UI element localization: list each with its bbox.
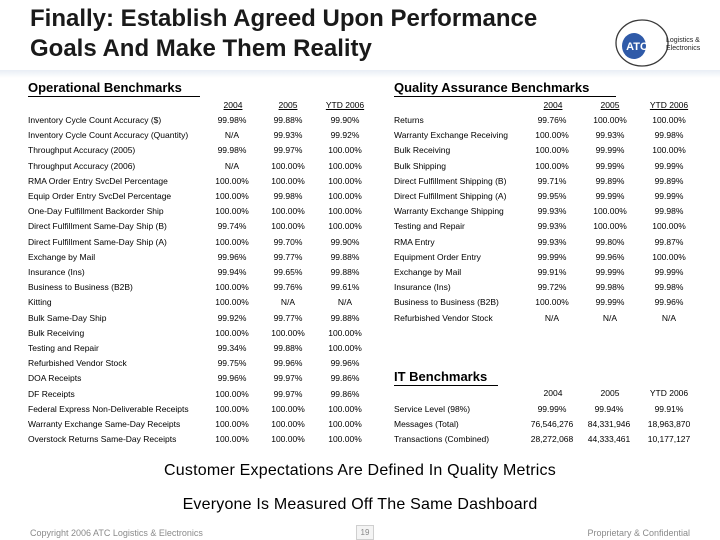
quality-row-label: Exchange by Mail <box>394 267 462 277</box>
operational-row-value: 100.00% <box>271 221 305 232</box>
operational-row-value: 100.00% <box>215 388 249 399</box>
quality-row-value: 99.96% <box>595 251 625 262</box>
it-row <box>394 432 700 447</box>
operational-row-value: 99.98% <box>217 115 247 125</box>
operational-row-value: 99.88% <box>330 267 360 277</box>
quality-row <box>394 280 698 295</box>
operational-row-value: 99.96% <box>217 373 247 384</box>
operational-row-value: 100.00% <box>215 327 249 338</box>
atc-logo <box>612 12 712 72</box>
message-line-1: Customer Expectations Are Defined In Quality Metrics <box>164 462 556 479</box>
it-row-value: 99.99% <box>537 404 567 414</box>
quality-row-value: 99.87% <box>654 236 684 247</box>
operational-row-value: N/A <box>337 297 353 308</box>
quality-row-value: 99.99% <box>654 267 684 277</box>
operational-row-value: 99.65% <box>273 267 303 277</box>
operational-row-label: Insurance (Ins) <box>28 267 85 277</box>
it-row-label: Transactions (Combined) <box>394 434 490 445</box>
quality-row-value: 99.99% <box>654 191 684 201</box>
quality-row-value: 100.00% <box>593 221 627 232</box>
it-row-value: 84,331,946 <box>587 419 631 430</box>
operational-row <box>28 356 372 371</box>
operational-row-value: 99.77% <box>273 312 303 323</box>
operational-row-value: 100.00% <box>271 206 305 217</box>
logo-text-1: Logistics & <box>666 37 700 44</box>
operational-row-value: 99.94% <box>217 267 247 277</box>
operational-row-label: Federal Express Non-Deliverable Receipts <box>28 403 189 414</box>
quality-row-value: 99.89% <box>654 175 684 186</box>
logo-text-2: Electronics <box>666 45 701 52</box>
operational-row-value: 99.88% <box>330 251 360 262</box>
operational-row-label: RMA Order Entry SvcDel Percentage <box>28 175 168 186</box>
operational-row-value: 99.77% <box>273 251 303 262</box>
it-row-value: 99.94% <box>594 404 624 414</box>
quality-row-value: 99.93% <box>537 206 567 217</box>
footer-confidential: Proprietary & Confidential <box>587 528 690 538</box>
quality-row-label: Warranty Exchange Receiving <box>394 130 509 141</box>
quality-row-label: RMA Entry <box>394 236 435 247</box>
operational-row-value: 99.92% <box>330 130 360 141</box>
quality-row-label: Bulk Shipping <box>394 160 446 171</box>
operational-row-value: 100.00% <box>271 327 305 338</box>
quality-row-value: 100.00% <box>535 297 569 308</box>
quality-row-value: 100.00% <box>535 145 569 156</box>
operational-row-value: 100.00% <box>215 206 249 217</box>
operational-row-value: 99.93% <box>273 130 303 141</box>
operational-row-value: 100.00% <box>271 419 305 429</box>
operational-row <box>28 402 372 417</box>
operational-row-value: 100.00% <box>215 297 249 308</box>
operational-row-value: 99.90% <box>330 115 360 125</box>
quality-row <box>394 174 698 189</box>
operational-row-value: 100.00% <box>271 434 305 445</box>
operational-row-value: 99.96% <box>330 358 360 369</box>
slide-title-line-2: Goals And Make Them Reality <box>30 35 372 62</box>
it-row-value: 18,963,870 <box>647 419 691 430</box>
quality-row-value: 99.93% <box>595 130 625 141</box>
operational-row-label: Bulk Same-Day Ship <box>28 312 107 323</box>
operational-row-label: Inventory Cycle Count Accuracy ($) <box>28 115 162 125</box>
operational-row-value: 100.00% <box>215 282 249 293</box>
logo-mark: ATC <box>626 41 648 53</box>
quality-row-value: 99.99% <box>595 297 625 308</box>
operational-benchmarks-title: Operational Benchmarks <box>28 80 200 97</box>
quality-row-value: 99.98% <box>654 130 684 141</box>
quality-row-value: 99.99% <box>654 160 684 171</box>
it-row <box>394 402 700 417</box>
operational-row <box>28 371 372 386</box>
operational-row-value: 100.00% <box>328 327 362 338</box>
operational-row-value: 100.00% <box>328 175 362 186</box>
operational-row <box>28 174 372 189</box>
quality-row-value: 100.00% <box>652 115 686 125</box>
quality-row-label: Bulk Receiving <box>394 145 451 156</box>
slide-number: 19 <box>356 525 374 540</box>
operational-row <box>28 387 372 402</box>
quality-row-value: 100.00% <box>535 160 569 171</box>
quality-row-value: 99.93% <box>537 236 567 247</box>
operational-row-value: 100.00% <box>271 403 305 414</box>
operational-row-value: 99.70% <box>273 236 303 247</box>
it-row-value: 10,177,127 <box>647 434 691 445</box>
quality-row-value: 99.99% <box>595 160 625 171</box>
operational-row <box>28 250 372 265</box>
it-row-value: 28,272,068 <box>530 434 574 445</box>
quality-row-value: 100.00% <box>593 206 627 217</box>
quality-row-value: 99.72% <box>537 282 567 293</box>
operational-row <box>28 143 372 158</box>
quality-row <box>394 265 698 280</box>
it-row-value: 99.91% <box>654 404 684 414</box>
operational-row-value: 99.75% <box>217 358 247 369</box>
operational-row-value: 99.92% <box>217 312 247 323</box>
quality-row-value: 100.00% <box>652 145 686 156</box>
it-row-label: Service Level (98%) <box>394 404 471 414</box>
operational-row-value: 99.88% <box>273 343 303 353</box>
quality-row-label: Business to Business (B2B) <box>394 297 499 308</box>
operational-col-ytd-2006: YTD 2006 <box>325 100 365 110</box>
operational-col-2005: 2005 <box>278 100 298 110</box>
quality-row-value: 99.71% <box>537 175 567 186</box>
operational-row-value: 100.00% <box>271 160 305 171</box>
operational-row-value: 99.34% <box>217 343 247 353</box>
operational-row-label: Equip Order Entry SvcDel Percentage <box>28 191 172 201</box>
operational-row <box>28 113 372 128</box>
quality-row-label: Returns <box>394 115 424 125</box>
operational-row <box>28 326 372 341</box>
quality-row <box>394 159 698 174</box>
operational-row-value: 100.00% <box>215 403 249 414</box>
quality-row-label: Warranty Exchange Shipping <box>394 206 504 217</box>
slide-title-line-1: Finally: Establish Agreed Upon Performance <box>30 5 538 32</box>
message-line-2: Everyone Is Measured Off The Same Dashboard <box>182 496 538 513</box>
operational-row-value: N/A <box>224 130 240 141</box>
it-row-label: Messages (Total) <box>394 419 459 430</box>
operational-row-value: 99.97% <box>273 388 303 399</box>
operational-row-value: 99.96% <box>273 358 303 369</box>
quality-row-value: 99.91% <box>537 267 567 277</box>
operational-row <box>28 417 372 432</box>
quality-row-value: 100.00% <box>535 130 569 141</box>
quality-row-label: Refurbished Vendor Stock <box>394 312 493 323</box>
operational-col-2004: 2004 <box>223 100 243 110</box>
quality-row <box>394 235 698 250</box>
operational-row-value: 100.00% <box>328 419 362 429</box>
operational-row-value: 99.90% <box>330 236 360 247</box>
quality-row <box>394 250 698 265</box>
operational-row-value: 99.97% <box>273 373 303 384</box>
quality-row-value: 99.99% <box>537 251 567 262</box>
quality-row-value: 99.99% <box>595 191 625 201</box>
operational-row-value: 99.61% <box>330 282 360 293</box>
it-col-2004: 2004 <box>543 388 563 398</box>
operational-row <box>28 128 372 143</box>
quality-col-ytd-2006: YTD 2006 <box>649 100 689 110</box>
operational-row-label: Direct Fulfillment Same-Day Ship (A) <box>28 236 167 247</box>
operational-row <box>28 280 372 295</box>
it-row-value: 76,546,276 <box>530 419 574 430</box>
quality-row-value: 99.99% <box>595 145 625 156</box>
quality-row-label: Direct Fulfillment Shipping (B) <box>394 175 507 186</box>
operational-row-label: Exchange by Mail <box>28 251 96 262</box>
operational-row-value: 99.98% <box>217 145 247 156</box>
operational-row-value: 100.00% <box>328 403 362 414</box>
it-col-ytd-2006: YTD 2006 <box>649 388 689 398</box>
operational-row-label: DOA Receipts <box>28 373 82 384</box>
operational-row-value: 100.00% <box>328 434 362 445</box>
operational-row-value: 100.00% <box>328 221 362 232</box>
quality-row <box>394 113 698 128</box>
operational-row <box>28 159 372 174</box>
operational-row-value: 100.00% <box>328 206 362 217</box>
operational-row-value: 100.00% <box>328 343 362 353</box>
operational-row-value: N/A <box>280 297 296 308</box>
operational-row-label: Business to Business (B2B) <box>28 282 133 293</box>
quality-row-value: 99.89% <box>595 175 625 186</box>
atc-logo-graphic <box>612 12 712 72</box>
quality-row-value: 99.96% <box>654 297 684 308</box>
quality-row-label: Direct Fulfillment Shipping (A) <box>394 191 507 201</box>
quality-row <box>394 189 698 204</box>
operational-row-value: 99.86% <box>330 373 360 384</box>
operational-row-value: 100.00% <box>215 236 249 247</box>
operational-row-value: 99.88% <box>273 115 303 125</box>
quality-assurance-benchmarks-title: Quality Assurance Benchmarks <box>394 80 616 97</box>
quality-row-value: 99.99% <box>595 267 625 277</box>
quality-row-value: 99.98% <box>654 282 684 293</box>
it-row-value: 44,333,461 <box>587 434 631 445</box>
operational-row-value: 100.00% <box>271 175 305 186</box>
operational-row-label: Bulk Receiving <box>28 327 85 338</box>
it-row <box>394 417 700 432</box>
operational-row <box>28 235 372 250</box>
quality-row-value: 99.98% <box>654 206 684 217</box>
quality-row-value: 99.98% <box>595 282 625 293</box>
quality-row <box>394 311 698 326</box>
operational-row-value: N/A <box>224 160 240 171</box>
operational-row-label: DF Receipts <box>28 388 75 399</box>
operational-row-value: 99.86% <box>330 388 360 399</box>
operational-row-label: Overstock Returns Same-Day Receipts <box>28 434 177 445</box>
quality-row-value: 99.80% <box>595 236 625 247</box>
quality-row-value: N/A <box>602 312 618 323</box>
slide-title <box>30 4 630 64</box>
operational-row-value: 100.00% <box>328 191 362 201</box>
operational-row <box>28 189 372 204</box>
operational-row-value: 99.97% <box>273 145 303 156</box>
operational-row <box>28 341 372 356</box>
quality-col-2005: 2005 <box>600 100 620 110</box>
operational-row-value: 100.00% <box>328 160 362 171</box>
operational-row-label: Throughput Accuracy (2005) <box>28 145 136 156</box>
operational-row <box>28 219 372 234</box>
quality-row-label: Equipment Order Entry <box>394 251 481 262</box>
quality-row <box>394 128 698 143</box>
quality-row-value: N/A <box>661 312 677 323</box>
quality-row <box>394 295 698 310</box>
operational-row-value: 100.00% <box>215 175 249 186</box>
operational-row-value: 99.74% <box>217 221 247 232</box>
quality-row-value: 100.00% <box>652 221 686 232</box>
quality-row-value: 99.93% <box>537 221 567 232</box>
operational-row-value: 100.00% <box>215 434 249 445</box>
quality-row-label: Testing and Repair <box>394 221 465 232</box>
quality-col-2004: 2004 <box>543 100 563 110</box>
operational-row-label: Direct Fulfillment Same-Day Ship (B) <box>28 221 167 232</box>
operational-row <box>28 311 372 326</box>
quality-row <box>394 143 698 158</box>
operational-row <box>28 432 372 447</box>
operational-row <box>28 265 372 280</box>
operational-row-value: 99.96% <box>217 251 247 262</box>
operational-row-value: 100.00% <box>328 145 362 156</box>
operational-row-label: Refurbished Vendor Stock <box>28 358 127 369</box>
operational-row-label: One-Day Fulfillment Backorder Ship <box>28 206 164 217</box>
operational-row-value: 99.98% <box>273 191 303 201</box>
footer-copyright: Copyright 2006 ATC Logistics & Electronics <box>30 528 203 538</box>
operational-row-value: 99.88% <box>330 312 360 323</box>
header-divider <box>0 70 720 78</box>
quality-row-value: 100.00% <box>652 251 686 262</box>
quality-row <box>394 219 698 234</box>
quality-row-value: 100.00% <box>593 115 627 125</box>
quality-row-value: N/A <box>544 312 560 323</box>
operational-row-label: Inventory Cycle Count Accuracy (Quantity) <box>28 130 189 141</box>
operational-row-value: 100.00% <box>215 419 249 429</box>
operational-row <box>28 204 372 219</box>
operational-row-label: Warranty Exchange Same-Day Receipts <box>28 419 181 429</box>
operational-row-value: 100.00% <box>215 191 249 201</box>
operational-row-label: Kitting <box>28 297 52 308</box>
it-col-2005: 2005 <box>600 388 620 398</box>
quality-row <box>394 204 698 219</box>
quality-row-value: 99.95% <box>537 191 567 201</box>
quality-row-value: 99.76% <box>537 115 567 125</box>
it-benchmarks-title: IT Benchmarks <box>394 369 498 386</box>
operational-row-label: Throughput Accuracy (2006) <box>28 160 136 171</box>
operational-row <box>28 295 372 310</box>
quality-row-label: Insurance (Ins) <box>394 282 451 293</box>
operational-row-label: Testing and Repair <box>28 343 99 353</box>
operational-row-value: 99.76% <box>273 282 303 293</box>
